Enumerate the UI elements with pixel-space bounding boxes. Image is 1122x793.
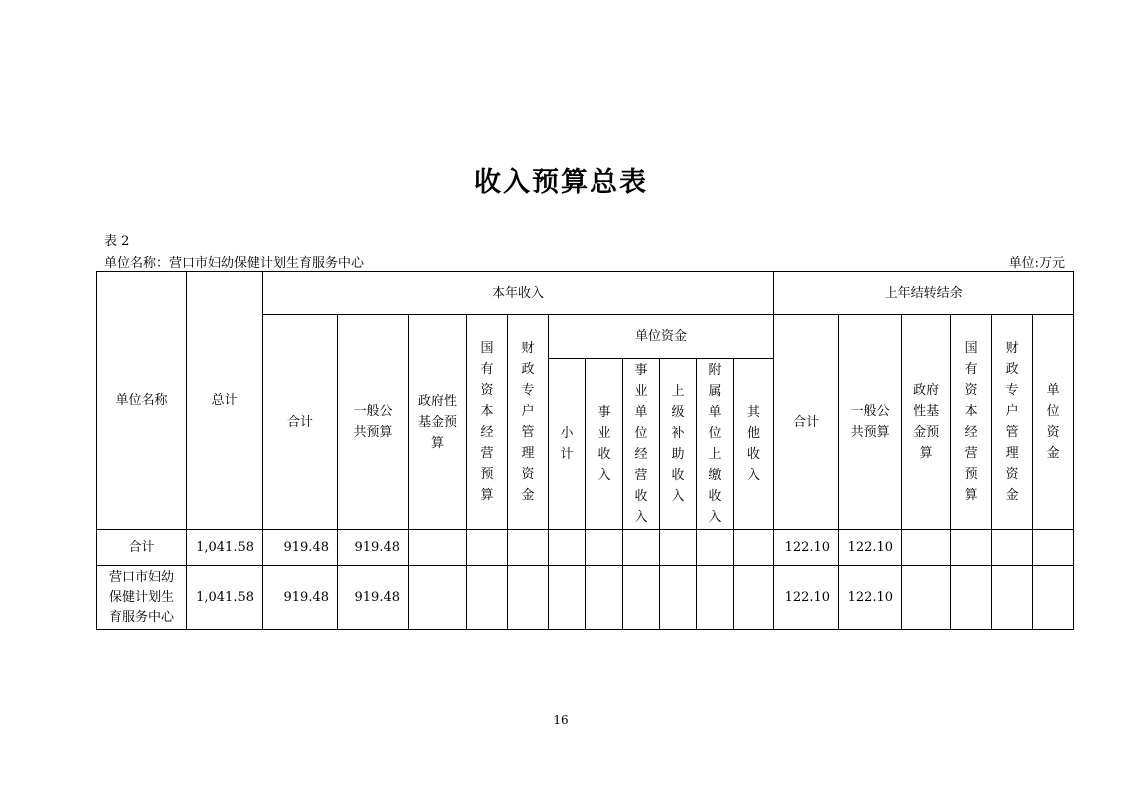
- row-unit-name-text: 营口市妇幼保健计划生育服务中心: [108, 569, 174, 625]
- header-cy-general: [338, 315, 409, 530]
- cell-uf-subtotal: [549, 530, 586, 566]
- header-py-total: 合计: [774, 315, 839, 530]
- row-unit-name: [97, 566, 187, 630]
- header-uf-affiliated: [697, 359, 734, 530]
- cell-uf-business: [586, 530, 623, 566]
- header-py-unit-funds: [1033, 315, 1074, 530]
- table-number: 表 2: [104, 234, 130, 249]
- cell-py-unit-funds: [1033, 566, 1074, 630]
- header-py-state-capital: [951, 315, 992, 530]
- header-cy-gov-fund-text: 政府性基金预算: [417, 393, 457, 451]
- header-uf-other: [734, 359, 774, 530]
- cell-py-state-capital: [951, 530, 992, 566]
- header-uf-affiliated-text: 附属单位上缴收入: [708, 363, 722, 525]
- currency-unit-label: 单位:万元: [1008, 256, 1065, 271]
- cell-cy-gov-fund: [409, 566, 467, 630]
- header-py-general: [839, 315, 902, 530]
- cell-py-gov-fund: [902, 566, 951, 630]
- header-cy-general-text: 一般公共预算: [353, 404, 393, 440]
- header-uf-business-ops: [623, 359, 660, 530]
- cell-cy-total: 919.48: [263, 530, 338, 566]
- header-uf-business: [586, 359, 623, 530]
- cell-cy-gov-fund: [409, 530, 467, 566]
- cell-uf-affiliated: [697, 566, 734, 630]
- page-number: 16: [553, 713, 569, 727]
- cell-total: 1,041.58: [187, 530, 263, 566]
- cell-py-unit-funds: [1033, 530, 1074, 566]
- header-current-year-income: 本年收入: [263, 272, 774, 315]
- header-prev-year-surplus: 上年结转结余: [774, 272, 1074, 315]
- header-cy-total: 合计: [263, 315, 338, 530]
- cell-uf-superior: [660, 530, 697, 566]
- header-py-gov-fund: [902, 315, 951, 530]
- table-row: [97, 530, 1074, 566]
- header-uf-subtotal: [549, 359, 586, 530]
- unit-name-label: 单位名称：营口市妇幼保健计划生育服务中心: [104, 256, 365, 271]
- cell-uf-business-ops: [623, 566, 660, 630]
- cell-uf-superior: [660, 566, 697, 630]
- cell-cy-fiscal-special: [508, 530, 549, 566]
- header-py-fiscal-special-text: 财政专户管理资金: [1005, 341, 1019, 503]
- cell-uf-other: [734, 566, 774, 630]
- header-uf-business-text: 事业收入: [597, 405, 611, 483]
- cell-py-total: 122.10: [774, 530, 839, 566]
- header-cy-gov-fund: [409, 315, 467, 530]
- cell-uf-subtotal: [549, 566, 586, 630]
- cell-cy-state-capital: [467, 566, 508, 630]
- cell-uf-other: [734, 530, 774, 566]
- row-unit-name: 合计: [97, 530, 187, 566]
- cell-uf-business-ops: [623, 530, 660, 566]
- header-unit-funds: 单位资金: [549, 315, 774, 359]
- header-py-state-capital-text: 国有资本经营预算: [964, 341, 978, 503]
- cell-py-fiscal-special: [992, 530, 1033, 566]
- cell-uf-business: [586, 566, 623, 630]
- header-unit-name: 单位名称: [97, 272, 187, 530]
- cell-py-state-capital: [951, 566, 992, 630]
- header-total: 总计: [187, 272, 263, 530]
- cell-py-total: 122.10: [774, 566, 839, 630]
- cell-cy-general: 919.48: [338, 566, 409, 630]
- cell-py-fiscal-special: [992, 566, 1033, 630]
- income-budget-table: [96, 271, 1074, 630]
- cell-cy-state-capital: [467, 530, 508, 566]
- header-uf-business-ops-text: 事业单位经营收入: [634, 363, 648, 525]
- table-row: [97, 566, 1074, 630]
- cell-total: 1,041.58: [187, 566, 263, 630]
- cell-py-general: 122.10: [839, 530, 902, 566]
- header-py-fiscal-special: [992, 315, 1033, 530]
- header-uf-superior-text: 上级补助收入: [671, 384, 685, 504]
- header-py-unit-funds-text: 单位资金: [1046, 383, 1060, 461]
- cell-py-general: 122.10: [839, 566, 902, 630]
- header-cy-fiscal-special: [508, 315, 549, 530]
- cell-cy-general: 919.48: [338, 530, 409, 566]
- header-uf-other-text: 其他收入: [747, 405, 761, 483]
- cell-cy-fiscal-special: [508, 566, 549, 630]
- header-py-general-text: 一般公共预算: [850, 404, 890, 440]
- header-cy-state-capital: [467, 315, 508, 530]
- cell-uf-affiliated: [697, 530, 734, 566]
- header-cy-state-capital-text: 国有资本经营预算: [480, 341, 494, 503]
- page-title: 收入预算总表: [474, 167, 648, 198]
- cell-cy-total: 919.48: [263, 566, 338, 630]
- header-py-gov-fund-text: 政府性基金预算: [913, 383, 940, 461]
- header-cy-fiscal-special-text: 财政专户管理资金: [521, 341, 535, 503]
- cell-py-gov-fund: [902, 530, 951, 566]
- header-uf-subtotal-text: 小计: [560, 426, 574, 462]
- header-uf-superior: [660, 359, 697, 530]
